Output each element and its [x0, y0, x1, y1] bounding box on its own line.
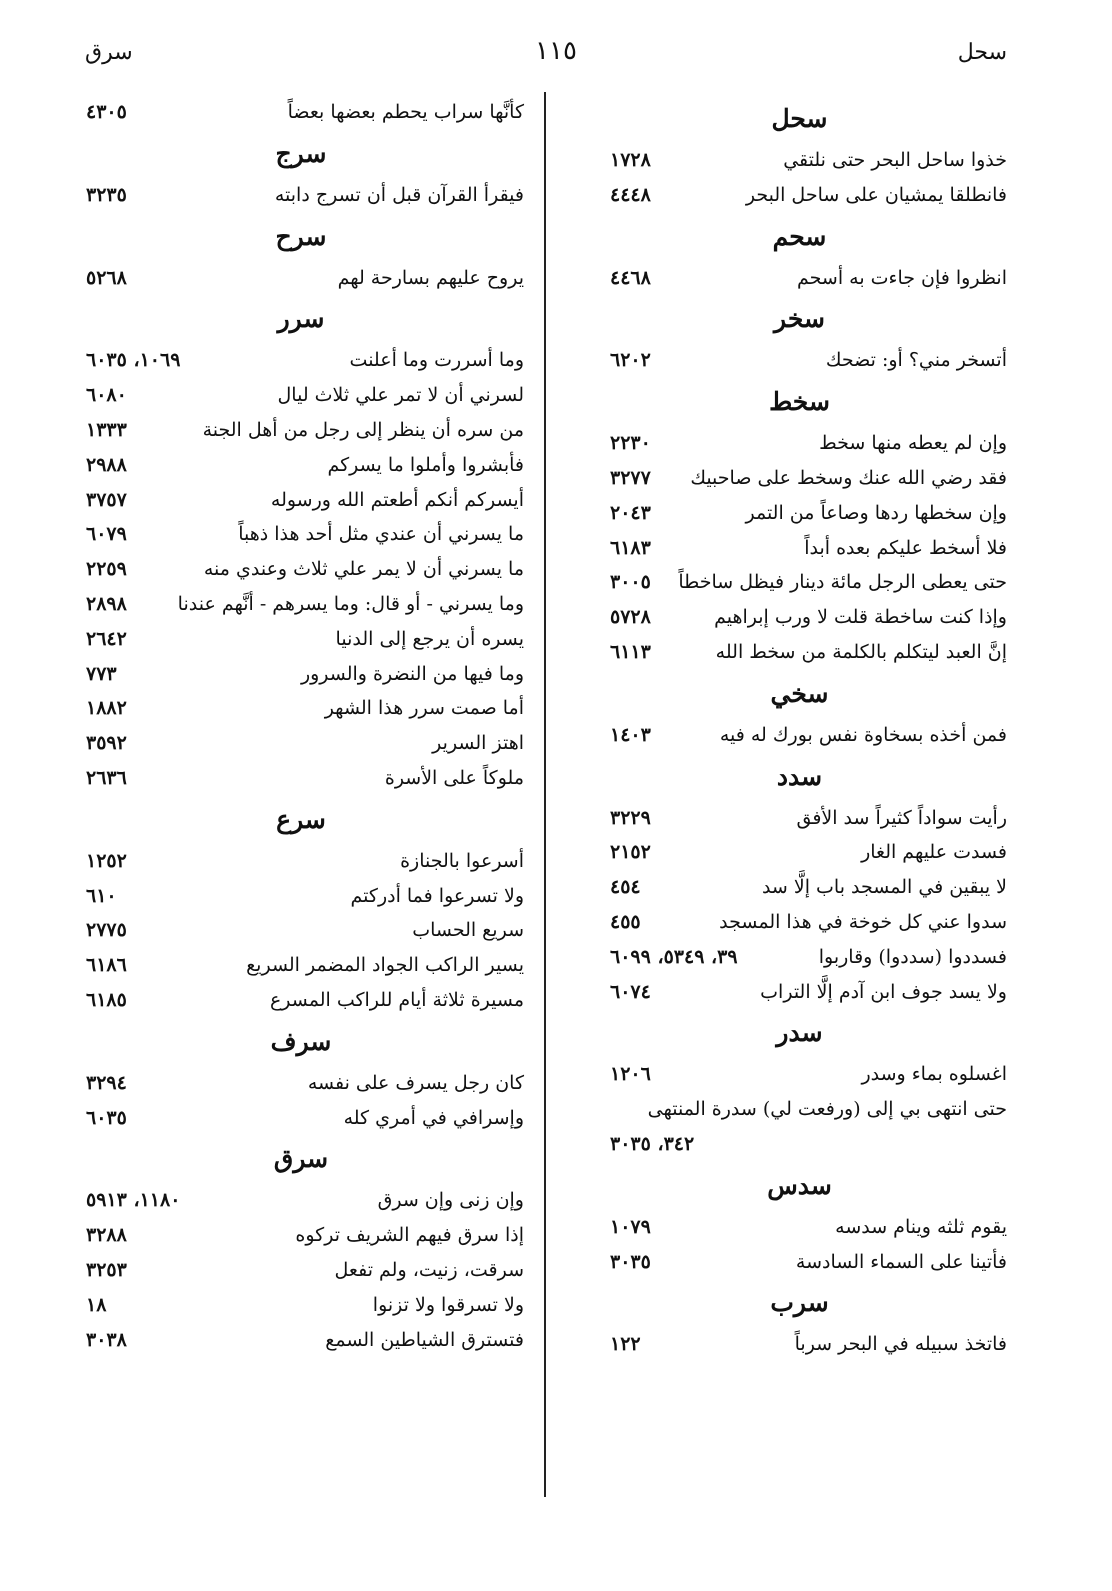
- hadith-number: ٤٥٥: [610, 910, 641, 933]
- index-entry: [592, 1057, 1007, 1092]
- entry-text: أسرعوا بالجنازة: [400, 849, 524, 872]
- index-entry: [78, 1066, 524, 1101]
- index-entry: [78, 178, 524, 213]
- index-entry: [592, 531, 1007, 566]
- index-entry: [78, 1101, 524, 1136]
- hadith-number: ٦٠٧٩: [86, 523, 127, 546]
- hadith-number: ٣٢٧٧: [610, 466, 651, 489]
- entry-text: انظروا فإن جاءت به أسحم: [796, 266, 1007, 289]
- hadith-number: ٢٦٣٦: [86, 766, 127, 789]
- index-entry: [592, 496, 1007, 531]
- entry-text: إذا سرق فيهم الشريف تركوه: [295, 1224, 524, 1247]
- hadith-number: ١٠٧٩: [610, 1215, 651, 1238]
- entry-text: سدوا عني كل خوخة في هذا المسجد: [719, 910, 1007, 933]
- root-heading: سرح: [275, 221, 327, 251]
- hadith-number: ١٤٠٣: [610, 723, 651, 746]
- entry-text: وما يسرني - أو قال: وما يسرهم - أنَّهم عندنا: [177, 592, 524, 615]
- entry-text: حتى انتهى بي إلى (ورفعت لي) سدرة المنتهى: [647, 1098, 1007, 1121]
- index-entry: [78, 1253, 524, 1288]
- index-entry: [78, 1323, 524, 1358]
- hadith-number: ٤٥٤: [610, 876, 641, 899]
- hadith-number: ٣٤٢، ٣٠٣٥: [610, 1132, 695, 1155]
- hadith-number: ١٠٦٩، ٦٠٣٥: [86, 349, 181, 372]
- hadith-number: ٢٠٤٣: [610, 501, 651, 524]
- index-entry: [78, 913, 524, 948]
- entry-text: من سره أن ينظر إلى رجل من أهل الجنة: [202, 418, 524, 441]
- root-heading: سخي: [770, 678, 829, 708]
- index-entry: [78, 983, 524, 1018]
- entry-text: لا يبقين في المسجد باب إلَّا سد: [761, 876, 1007, 899]
- entry-text: فأبشروا وأملوا ما يسركم: [327, 453, 524, 476]
- hadith-number: ٣٢٢٩: [610, 806, 651, 829]
- hadith-number: ١١٨٠، ٥٩١٣: [86, 1189, 181, 1212]
- left-column: [78, 95, 524, 1357]
- hadith-number: ١٨٨٢: [86, 697, 127, 720]
- entry-text: كأنَّها سراب يحطم بعضها بعضاً: [287, 101, 524, 123]
- root-heading: سرق: [273, 1144, 329, 1174]
- running-header-right: سحل: [957, 40, 1007, 65]
- entry-text: ولا يسد جوف ابن آدم إلَّا التراب: [760, 980, 1007, 1003]
- index-entry: [78, 448, 524, 483]
- index-entry: [592, 635, 1007, 670]
- hadith-number: ١٢٠٦: [610, 1063, 651, 1086]
- hadith-number: ٣٢٩٤: [86, 1071, 127, 1094]
- index-entry: [78, 657, 524, 692]
- right-column: [592, 95, 1007, 1362]
- root-heading: سدر: [776, 1018, 823, 1048]
- hadith-number: ٦٠٨٠: [86, 384, 127, 407]
- index-entry: [592, 1210, 1007, 1245]
- index-entry: [592, 718, 1007, 753]
- entry-text: يقوم ثلثه وينام سدسه: [835, 1215, 1007, 1238]
- hadith-number: ٢٧٧٥: [86, 919, 127, 942]
- index-entry: [78, 726, 524, 761]
- entry-text: ولا تسرقوا ولا تزنوا: [372, 1293, 524, 1316]
- entry-text: وما أسررت وما أعلنت: [349, 349, 524, 372]
- hadith-number: ٣٠٠٥: [610, 571, 651, 594]
- index-entry: [78, 1183, 524, 1218]
- entry-text: يسير الراكب الجواد المضمر السريع: [246, 954, 524, 977]
- hadith-number: ٣٢٣٥: [86, 183, 127, 206]
- index-entry: [78, 552, 524, 587]
- entry-text: رأيت سواداً كثيراً سد الأفق: [796, 806, 1007, 829]
- index-entry: [78, 95, 524, 130]
- index-entry: [592, 600, 1007, 635]
- entry-text: فسددوا (سددوا) وقاربوا: [818, 945, 1007, 968]
- root-heading: سرر: [277, 304, 325, 334]
- hadith-number: ٦٠٣٥: [86, 1106, 127, 1129]
- index-entry: [592, 835, 1007, 870]
- hadith-number: ٦١٨٦: [86, 954, 127, 977]
- index-entry: [78, 761, 524, 796]
- entry-text: فمن أخذه بسخاوة نفس بورك له فيه: [719, 723, 1007, 746]
- index-entry: [592, 1092, 1007, 1127]
- entry-text: سرقت، زنيت، ولم تفعل: [334, 1258, 524, 1281]
- index-entry: [78, 622, 524, 657]
- index-entry: [78, 517, 524, 552]
- entry-text: سريع الحساب: [412, 919, 524, 942]
- entry-text: إنَّ العبد ليتكلم بالكلمة من سخط الله: [715, 640, 1007, 663]
- index-entry: [592, 905, 1007, 940]
- entry-text: فانطلقا يمشيان على ساحل البحر: [745, 183, 1007, 206]
- hadith-number: ٣٠٣٨: [86, 1328, 127, 1351]
- index-entry: [78, 413, 524, 448]
- entry-text: يسره أن يرجع إلى الدنيا: [335, 627, 524, 650]
- hadith-number: ٣٠٣٥: [610, 1250, 651, 1273]
- entry-text: فاتخذ سبيله في البحر سرباً: [794, 1333, 1007, 1356]
- index-entry: [592, 461, 1007, 496]
- entry-text: فيقرأ القرآن قبل أن تسرج دابته: [274, 183, 524, 206]
- index-entry: [592, 178, 1007, 213]
- root-heading: سرج: [275, 138, 327, 168]
- index-entry: [592, 975, 1007, 1010]
- hadith-number: ٥٢٦٨: [86, 266, 127, 289]
- hadith-number: ٢٩٨٨: [86, 453, 127, 476]
- index-entry: [78, 691, 524, 726]
- root-heading: سحل: [771, 104, 828, 133]
- root-heading: سدس: [767, 1170, 832, 1200]
- hadith-number: ٣٢٥٣: [86, 1258, 127, 1281]
- running-header-left: سرق: [85, 40, 133, 65]
- column-divider: [544, 92, 546, 1497]
- hadith-number: ٣٩، ٥٣٤٩، ٦٠٩٩: [610, 945, 738, 968]
- entry-text: وإسرافي في أمري كله: [343, 1106, 524, 1129]
- page-number: ١١٥: [535, 36, 577, 66]
- hadith-number: ٦٢٠٢: [610, 349, 651, 372]
- hadith-number: ١٣٣٣: [86, 418, 127, 441]
- hadith-number: ٦١١٣: [610, 640, 651, 663]
- entry-text: ملوكاً على الأسرة: [384, 766, 524, 789]
- index-entry: [592, 1327, 1007, 1362]
- index-entry: [78, 587, 524, 622]
- hadith-number: ٤٤٤٨: [610, 183, 651, 206]
- entry-text: حتى يعطى الرجل مائة دينار فيظل ساخطاً: [678, 571, 1007, 594]
- entry-text: أتسخر مني؟ أو: تضحك: [825, 349, 1007, 372]
- index-entry: [78, 844, 524, 879]
- index-entry: [592, 940, 1007, 975]
- root-heading: سخر: [774, 304, 825, 334]
- entry-text: خذوا ساحل البحر حتى نلتقي: [783, 149, 1007, 171]
- index-entry: [78, 1218, 524, 1253]
- root-heading: سدد: [776, 761, 823, 791]
- entry-text: وإن زنى وإن سرق: [377, 1189, 524, 1212]
- index-entry: [592, 426, 1007, 461]
- index-entry: [592, 261, 1007, 296]
- entry-text: فلا أسخط عليكم بعده أبداً: [804, 536, 1007, 559]
- entry-text: ما يسرني أن عندي مثل أحد هذا ذهباً: [238, 523, 524, 546]
- index-entry: [592, 870, 1007, 905]
- entry-text: فقد رضي الله عنك وسخط على صاحبيك: [690, 466, 1007, 489]
- hadith-number: ٦١٨٣: [610, 536, 651, 559]
- root-heading: سرع: [276, 804, 326, 834]
- root-heading: سحم: [772, 221, 827, 251]
- index-entry: [592, 343, 1007, 378]
- hadith-number: ٧٧٣: [86, 662, 117, 685]
- entry-text: اغسلوه بماء وسدر: [861, 1063, 1007, 1086]
- index-entry: [78, 261, 524, 296]
- hadith-number: ١٢٢: [610, 1333, 641, 1356]
- entry-text: فتسترق الشياطين السمع: [325, 1328, 524, 1351]
- hadith-number: ١٧٢٨: [610, 149, 651, 171]
- entry-text: اهتز السرير: [432, 732, 524, 755]
- hadith-number: ٢٦٤٢: [86, 627, 127, 650]
- index-entry: [78, 879, 524, 914]
- hadith-number: ٥٧٢٨: [610, 606, 651, 629]
- hadith-number: ٣٢٨٨: [86, 1224, 127, 1247]
- index-entry: [592, 143, 1007, 178]
- entry-text: يروح عليهم بسارحة لهم: [337, 266, 524, 289]
- hadith-number: ١٢٥٢: [86, 849, 127, 872]
- entry-text: وإن لم يعطه منها سخط: [819, 432, 1007, 455]
- hadith-number: ٦١٨٥: [86, 988, 127, 1011]
- hadith-number: ١٨: [86, 1293, 107, 1316]
- hadith-number: ٢١٥٢: [610, 841, 651, 864]
- hadith-number: ٤٣٠٥: [86, 101, 127, 123]
- entry-continuation: [592, 1127, 1007, 1162]
- hadith-number: ٢٢٣٠: [610, 432, 651, 455]
- index-entry: [78, 948, 524, 983]
- index-entry: [78, 483, 524, 518]
- entry-text: فسدت عليهم الغار: [861, 841, 1007, 864]
- entry-text: كان رجل يسرف على نفسه: [307, 1071, 524, 1094]
- index-entry: [78, 343, 524, 378]
- hadith-number: ٤٤٦٨: [610, 266, 651, 289]
- entry-text: فأتينا على السماء السادسة: [795, 1250, 1007, 1273]
- entry-text: لسرني أن لا تمر علي ثلاث ليال: [277, 384, 524, 407]
- hadith-number: ٢٨٩٨: [86, 592, 127, 615]
- entry-text: وما فيها من النضرة والسرور: [300, 662, 524, 685]
- entry-text: مسيرة ثلاثة أيام للراكب المسرع: [269, 988, 524, 1011]
- hadith-number: ٣٥٩٢: [86, 732, 127, 755]
- entry-text: ولا تسرعوا فما أدركتم: [350, 884, 524, 907]
- entry-text: أما صمت سرر هذا الشهر: [324, 697, 524, 720]
- entry-text: ما يسرني أن لا يمر علي ثلاث وعندي منه: [203, 558, 524, 581]
- entry-text: أيسركم أنكم أطعتم الله ورسوله: [270, 488, 524, 511]
- root-heading: سرب: [770, 1288, 829, 1318]
- hadith-number: ٢٢٥٩: [86, 558, 127, 581]
- hadith-number: ٣٧٥٧: [86, 488, 127, 511]
- index-entry: [592, 801, 1007, 836]
- index-entry: [78, 378, 524, 413]
- index-entry: [592, 1245, 1007, 1280]
- root-heading: سرف: [270, 1026, 332, 1056]
- entry-text: وإن سخطها ردها وصاعاً من التمر: [745, 501, 1007, 524]
- index-entry: [592, 565, 1007, 600]
- index-entry: [78, 1288, 524, 1323]
- entry-text: وإذا كنت ساخطة قلت لا ورب إبراهيم: [714, 606, 1007, 629]
- hadith-number: ٦١٠: [86, 884, 117, 907]
- hadith-number: ٦٠٧٤: [610, 980, 651, 1003]
- root-heading: سخط: [769, 387, 830, 417]
